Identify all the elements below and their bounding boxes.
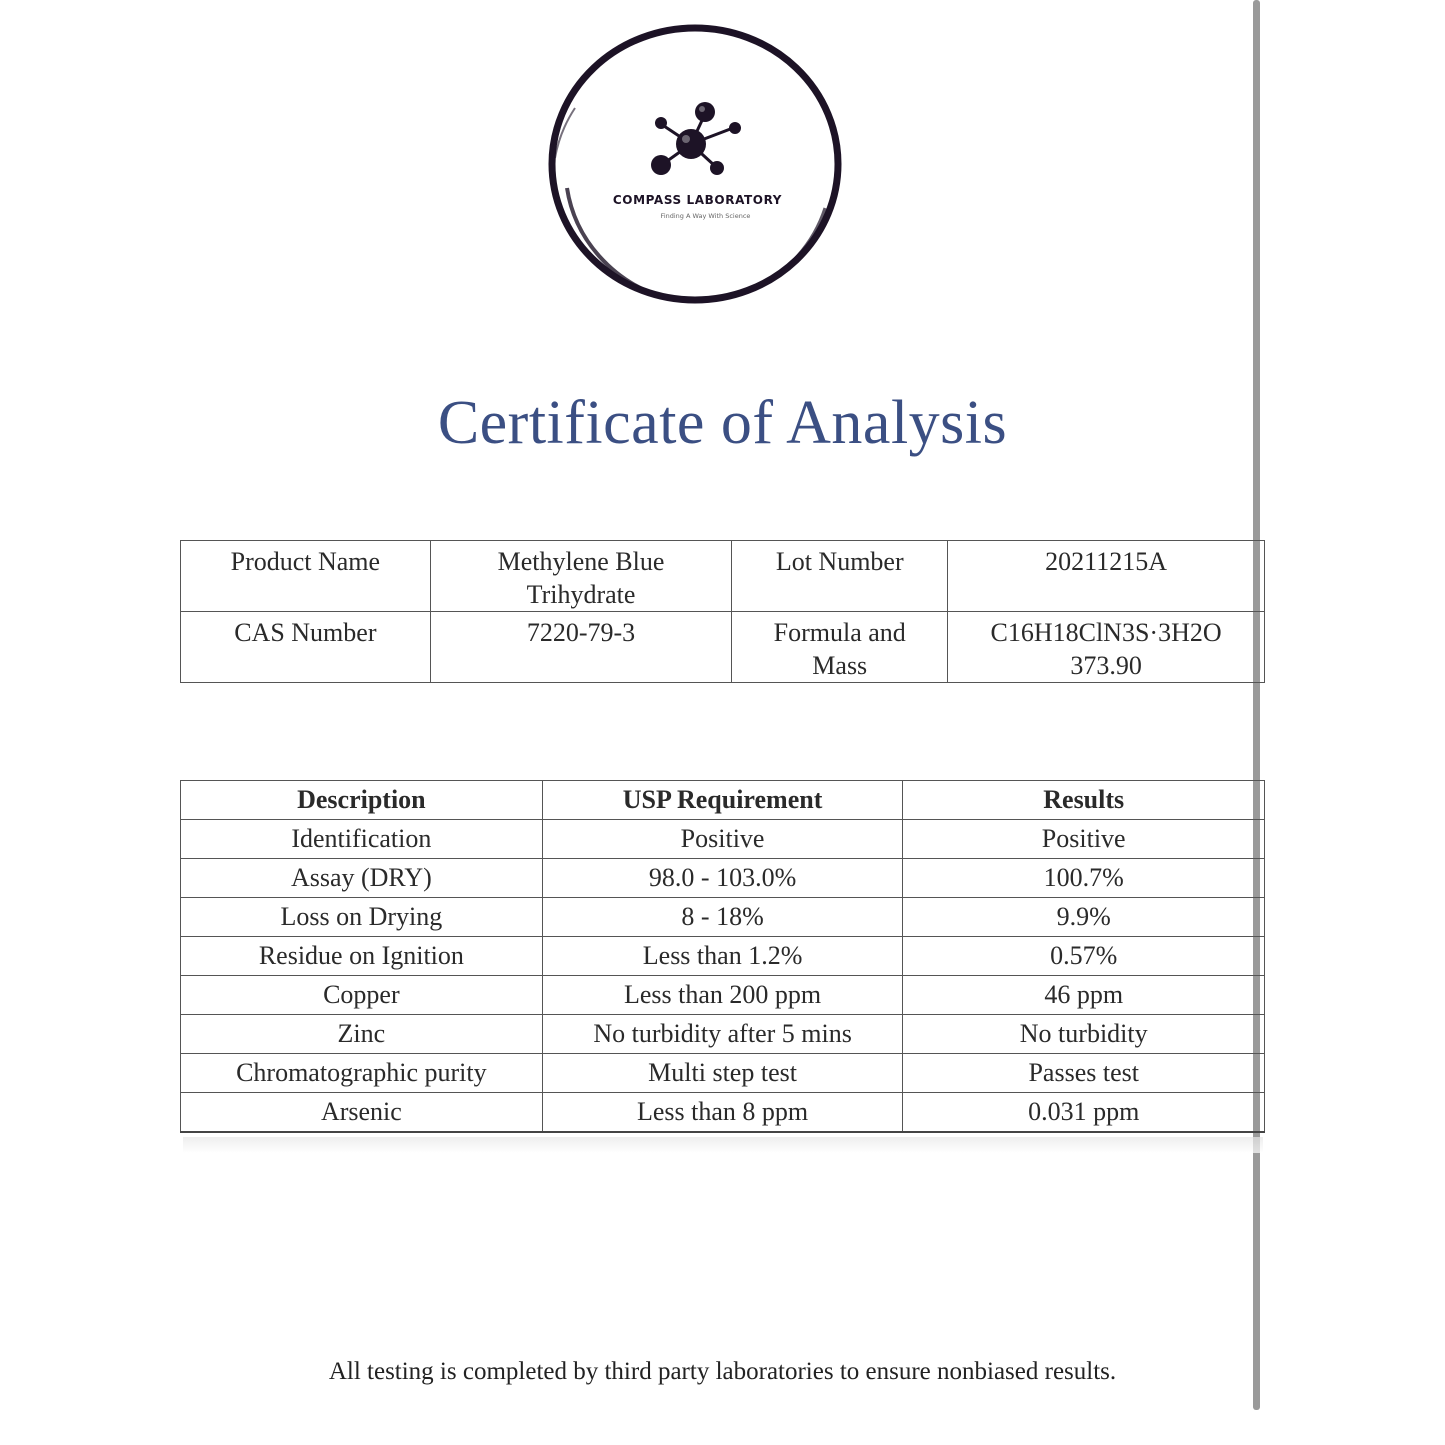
test-description: Residue on Ignition	[181, 937, 543, 976]
formula-value-line1: C16H18ClN3S·3H2O	[990, 618, 1222, 647]
table-shadow	[183, 1137, 1263, 1153]
table-row	[181, 612, 1265, 683]
test-requirement: 98.0 - 103.0%	[542, 859, 903, 898]
test-requirement: Less than 8 ppm	[542, 1093, 903, 1133]
test-requirement: Positive	[542, 820, 903, 859]
product-name-value-line1: Methylene Blue	[497, 547, 665, 576]
formula-label-line2: Mass	[812, 651, 868, 680]
test-result: 0.57%	[903, 937, 1265, 976]
table-row	[181, 541, 1265, 612]
table-row	[181, 937, 1265, 976]
formula-label	[732, 612, 948, 683]
test-result: Positive	[903, 820, 1265, 859]
table-row	[181, 1054, 1265, 1093]
test-result: 0.031 ppm	[903, 1093, 1265, 1133]
molecule-icon	[545, 18, 850, 308]
logo-tagline: Finding A Way With Science	[660, 212, 751, 220]
lot-number-label: Lot Number	[732, 541, 948, 612]
table-row	[181, 976, 1265, 1015]
formula-value	[948, 612, 1265, 683]
cas-number-label: CAS Number	[181, 612, 431, 683]
test-description: Identification	[181, 820, 543, 859]
test-description: Arsenic	[181, 1093, 543, 1133]
table-row	[181, 820, 1265, 859]
formula-label-line1: Formula and	[773, 618, 906, 647]
test-result: Passes test	[903, 1054, 1265, 1093]
product-info-table	[180, 540, 1265, 683]
product-name-value-line2: Trihydrate	[526, 580, 636, 609]
page-edge-divider	[1253, 0, 1260, 1410]
lot-number-value: 20211215A	[948, 541, 1265, 612]
test-result: 46 ppm	[903, 976, 1265, 1015]
page-title: Certificate of Analysis	[437, 389, 1008, 457]
test-requirement: Multi step test	[542, 1054, 903, 1093]
test-description: Loss on Drying	[181, 898, 543, 937]
table-row	[181, 1093, 1265, 1133]
test-requirement: No turbidity after 5 mins	[542, 1015, 903, 1054]
test-description: Chromatographic purity	[181, 1054, 543, 1093]
column-header-results: Results	[903, 781, 1265, 820]
table-header-row	[181, 781, 1265, 820]
company-logo	[545, 18, 850, 308]
test-requirement: 8 - 18%	[542, 898, 903, 937]
test-description: Assay (DRY)	[181, 859, 543, 898]
test-result: No turbidity	[903, 1015, 1265, 1054]
test-description: Zinc	[181, 1015, 543, 1054]
test-requirement: Less than 200 ppm	[542, 976, 903, 1015]
test-requirement: Less than 1.2%	[542, 937, 903, 976]
cas-number-value: 7220-79-3	[430, 612, 732, 683]
product-name-value	[430, 541, 732, 612]
formula-value-line2: 373.90	[1070, 651, 1142, 680]
table-row	[181, 859, 1265, 898]
column-header-description: Description	[181, 781, 543, 820]
column-header-usp-requirement: USP Requirement	[542, 781, 903, 820]
table-row	[181, 1015, 1265, 1054]
footer-note: All testing is completed by third party laboratories to ensure nonbiased results.	[328, 1358, 1117, 1385]
test-results-table	[180, 780, 1265, 1133]
test-result: 100.7%	[903, 859, 1265, 898]
table-row	[181, 898, 1265, 937]
logo-company-name: COMPASS LABORATORY	[612, 193, 783, 207]
product-name-label: Product Name	[181, 541, 431, 612]
test-description: Copper	[181, 976, 543, 1015]
test-result: 9.9%	[903, 898, 1265, 937]
